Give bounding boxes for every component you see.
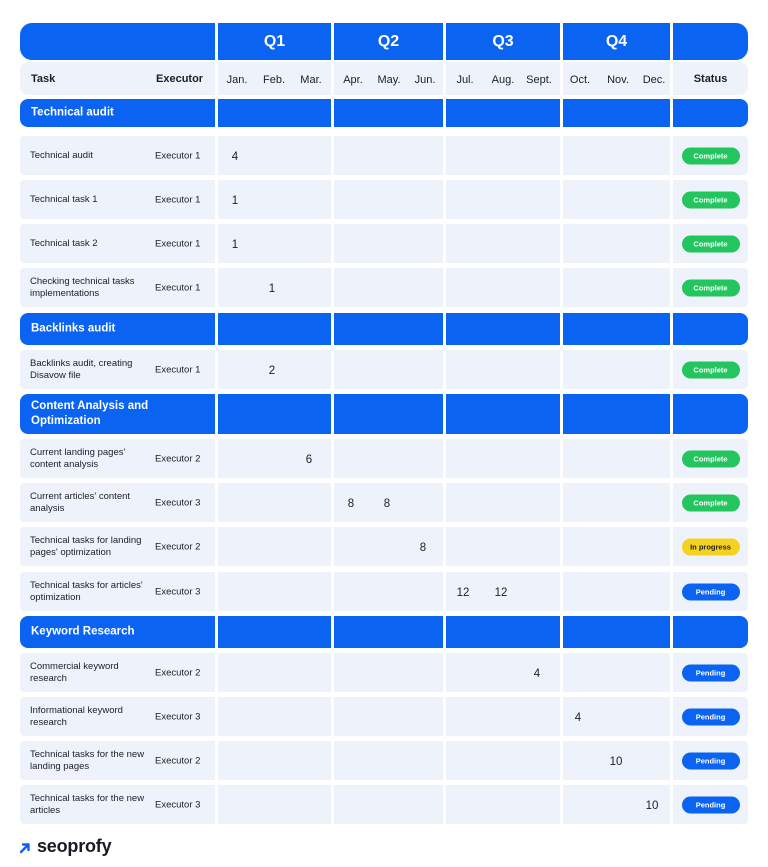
quarter-label: Q3 — [492, 32, 514, 50]
month-value: 4 — [231, 150, 239, 163]
month-label: Sept. — [526, 74, 552, 86]
status-badge: Complete — [682, 147, 740, 164]
quarter-cell — [446, 180, 560, 219]
status-badge: Complete — [682, 279, 740, 296]
quarter-cell — [446, 224, 560, 263]
month-value: 8 — [347, 497, 355, 510]
quarter-cell — [334, 572, 443, 611]
month-value: 1 — [231, 238, 239, 251]
quarter-cell — [334, 180, 443, 219]
status-header-cap — [673, 23, 748, 60]
status-cell — [673, 136, 748, 175]
quarter-cell — [563, 350, 670, 389]
section-header — [20, 99, 215, 127]
quarter-cell — [563, 483, 670, 522]
quarter-cell — [218, 313, 331, 345]
status-cell — [673, 224, 748, 263]
status-badge: Pending — [682, 583, 740, 600]
executor-name: Executor 2 — [155, 755, 201, 766]
status-cell — [673, 268, 748, 307]
quarter-cell — [446, 268, 560, 307]
status-badge: In progress — [682, 538, 740, 555]
month-label: Aug. — [491, 74, 515, 86]
quarter-label: Q2 — [377, 32, 400, 50]
task-name: Technical tasks for articles' optimization — [30, 579, 143, 603]
task-row-cell — [20, 439, 215, 478]
quarter-cell — [334, 136, 443, 175]
status-cell — [673, 350, 748, 389]
month-label: Feb. — [262, 74, 286, 86]
quarter-cell — [334, 313, 443, 345]
status-badge: Complete — [682, 494, 740, 511]
status-cell — [673, 697, 748, 736]
quarter-cell — [446, 616, 560, 648]
status-badge: Complete — [682, 191, 740, 208]
month-value: 6 — [305, 453, 313, 466]
status-cell — [673, 439, 748, 478]
task-name: Technical tasks for the new articles — [30, 792, 145, 816]
task-row-cell — [20, 527, 215, 566]
column-header-left — [20, 62, 215, 95]
status-badge: Pending — [682, 708, 740, 725]
section-header — [20, 616, 215, 648]
status-cell — [673, 785, 748, 824]
status-badge: Pending — [682, 664, 740, 681]
month-value: 12 — [456, 586, 470, 599]
task-name: Technical task 1 — [30, 193, 98, 205]
quarter-cell — [563, 527, 670, 566]
task-row-cell — [20, 268, 215, 307]
status-cell — [673, 616, 748, 648]
month-label: Jan. — [226, 74, 248, 86]
quarter-cell — [446, 136, 560, 175]
quarter-cell — [563, 268, 670, 307]
quarter-cell — [334, 741, 443, 780]
quarter-cell — [446, 741, 560, 780]
executor-name: Executor 2 — [155, 453, 201, 464]
month-value: 2 — [268, 364, 276, 377]
quarter-cell — [563, 180, 670, 219]
month-label: Jul. — [456, 74, 474, 86]
executor-name: Executor 2 — [155, 541, 201, 552]
quarter-cell — [218, 741, 331, 780]
executor-name: Executor 1 — [155, 364, 201, 375]
quarter-cell — [563, 439, 670, 478]
quarter-cell — [446, 350, 560, 389]
executor-name: Executor 3 — [155, 799, 201, 810]
quarter-cell — [218, 439, 331, 478]
quarter-cell — [218, 394, 331, 434]
quarter-header-q1 — [218, 23, 331, 60]
quarter-cell — [446, 527, 560, 566]
quarter-cell — [218, 616, 331, 648]
status-cell — [673, 99, 748, 127]
quarter-cell — [334, 99, 443, 127]
month-value: 10 — [609, 755, 623, 768]
section-label: Backlinks audit — [31, 322, 116, 335]
quarter-cell — [218, 572, 331, 611]
column-header-status — [673, 62, 748, 95]
logo-text: seoprofy — [37, 836, 112, 856]
month-value: 8 — [419, 541, 427, 554]
task-row-cell — [20, 224, 215, 263]
month-value: 10 — [645, 799, 659, 812]
quarter-cell — [446, 483, 560, 522]
task-row-cell — [20, 136, 215, 175]
month-label: Jun. — [414, 74, 436, 86]
task-name: Commercial keyword research — [30, 660, 119, 684]
section-header — [20, 394, 215, 434]
quarter-cell — [334, 785, 443, 824]
section-label: Keyword Research — [31, 625, 135, 638]
quarter-cell — [334, 653, 443, 692]
executor-name: Executor 1 — [155, 282, 201, 293]
quarter-cell — [334, 697, 443, 736]
task-row-cell — [20, 653, 215, 692]
executor-name: Executor 1 — [155, 238, 201, 249]
status-badge: Complete — [682, 361, 740, 378]
task-name: Backlinks audit, creating Disavow file — [30, 357, 133, 381]
quarter-cell — [334, 224, 443, 263]
quarter-cell — [446, 313, 560, 345]
quarter-cell — [334, 394, 443, 434]
status-cell — [673, 653, 748, 692]
quarter-cell — [446, 99, 560, 127]
quarter-cell — [334, 268, 443, 307]
task-name: Checking technical tasks implementations — [30, 275, 135, 299]
quarter-cell — [563, 616, 670, 648]
quarter-header-q4 — [563, 23, 670, 60]
status-cell — [673, 527, 748, 566]
quarter-cell — [446, 697, 560, 736]
quarter-cell — [446, 394, 560, 434]
status-cell — [673, 394, 748, 434]
quarter-cell — [334, 439, 443, 478]
executor-name: Executor 1 — [155, 150, 201, 161]
task-name: Current landing pages' content analysis — [30, 446, 126, 470]
quarter-cell — [446, 785, 560, 824]
quarter-cell — [563, 653, 670, 692]
month-label: Dec. — [642, 74, 666, 86]
status-badge: Pending — [682, 752, 740, 769]
task-name: Technical tasks for landing pages' optimization — [30, 534, 142, 558]
executor-name: Executor 2 — [155, 667, 201, 678]
status-badge: Complete — [682, 235, 740, 252]
quarter-cell — [563, 99, 670, 127]
status-badge: Complete — [682, 450, 740, 467]
month-label: Mar. — [300, 74, 322, 86]
section-header — [20, 313, 215, 345]
task-row-cell — [20, 572, 215, 611]
month-label: Nov. — [607, 74, 629, 86]
quarter-cell — [218, 99, 331, 127]
status-cell — [673, 483, 748, 522]
task-row-cell — [20, 741, 215, 780]
quarter-cell — [563, 394, 670, 434]
month-value: 4 — [574, 711, 582, 724]
quarter-header-q3 — [446, 23, 560, 60]
task-name: Current articles' content analysis — [30, 490, 131, 514]
task-row-cell — [20, 483, 215, 522]
header-corner — [20, 23, 215, 60]
executor-name: Executor 3 — [155, 586, 201, 597]
month-label: May. — [377, 74, 401, 86]
month-value: 1 — [268, 282, 276, 295]
month-value: 4 — [533, 667, 541, 680]
quarter-cell — [334, 616, 443, 648]
quarter-cell — [218, 483, 331, 522]
arrow-up-right-icon — [18, 841, 32, 855]
task-name: Technical task 2 — [30, 237, 98, 249]
executor-column-header: Executor — [156, 73, 204, 85]
quarter-label: Q1 — [263, 32, 286, 50]
status-badge: Pending — [682, 796, 740, 813]
task-row-cell — [20, 180, 215, 219]
task-name: Informational keyword research — [30, 704, 123, 728]
brand-logo — [18, 836, 111, 857]
month-value: 1 — [231, 194, 239, 207]
quarter-cell — [563, 224, 670, 263]
quarter-cell — [446, 439, 560, 478]
task-row-cell — [20, 350, 215, 389]
executor-name: Executor 1 — [155, 194, 201, 205]
section-label: Content Analysis and Optimization — [31, 400, 149, 427]
month-value: 12 — [494, 586, 508, 599]
task-column-header: Task — [31, 73, 56, 85]
status-cell — [673, 572, 748, 611]
status-cell — [673, 741, 748, 780]
task-name: Technical tasks for the new landing pages — [30, 748, 145, 772]
quarter-cell — [334, 527, 443, 566]
quarter-header-q2 — [334, 23, 443, 60]
month-label: Apr. — [343, 74, 363, 86]
quarter-cell — [218, 697, 331, 736]
quarter-cell — [218, 527, 331, 566]
executor-name: Executor 3 — [155, 711, 201, 722]
quarter-cell — [218, 785, 331, 824]
status-column-header: Status — [693, 73, 728, 85]
quarter-cell — [218, 653, 331, 692]
quarter-cell — [563, 136, 670, 175]
executor-name: Executor 3 — [155, 497, 201, 508]
status-cell — [673, 313, 748, 345]
month-value: 8 — [383, 497, 391, 510]
task-row-cell — [20, 785, 215, 824]
quarter-label: Q4 — [605, 32, 628, 50]
quarter-cell — [334, 350, 443, 389]
task-row-cell — [20, 697, 215, 736]
quarter-cell — [563, 572, 670, 611]
month-label: Oct. — [569, 74, 591, 86]
quarter-cell — [563, 313, 670, 345]
task-name: Technical audit — [30, 149, 93, 161]
quarter-cell — [446, 653, 560, 692]
section-label: Technical audit — [31, 106, 114, 119]
status-cell — [673, 180, 748, 219]
